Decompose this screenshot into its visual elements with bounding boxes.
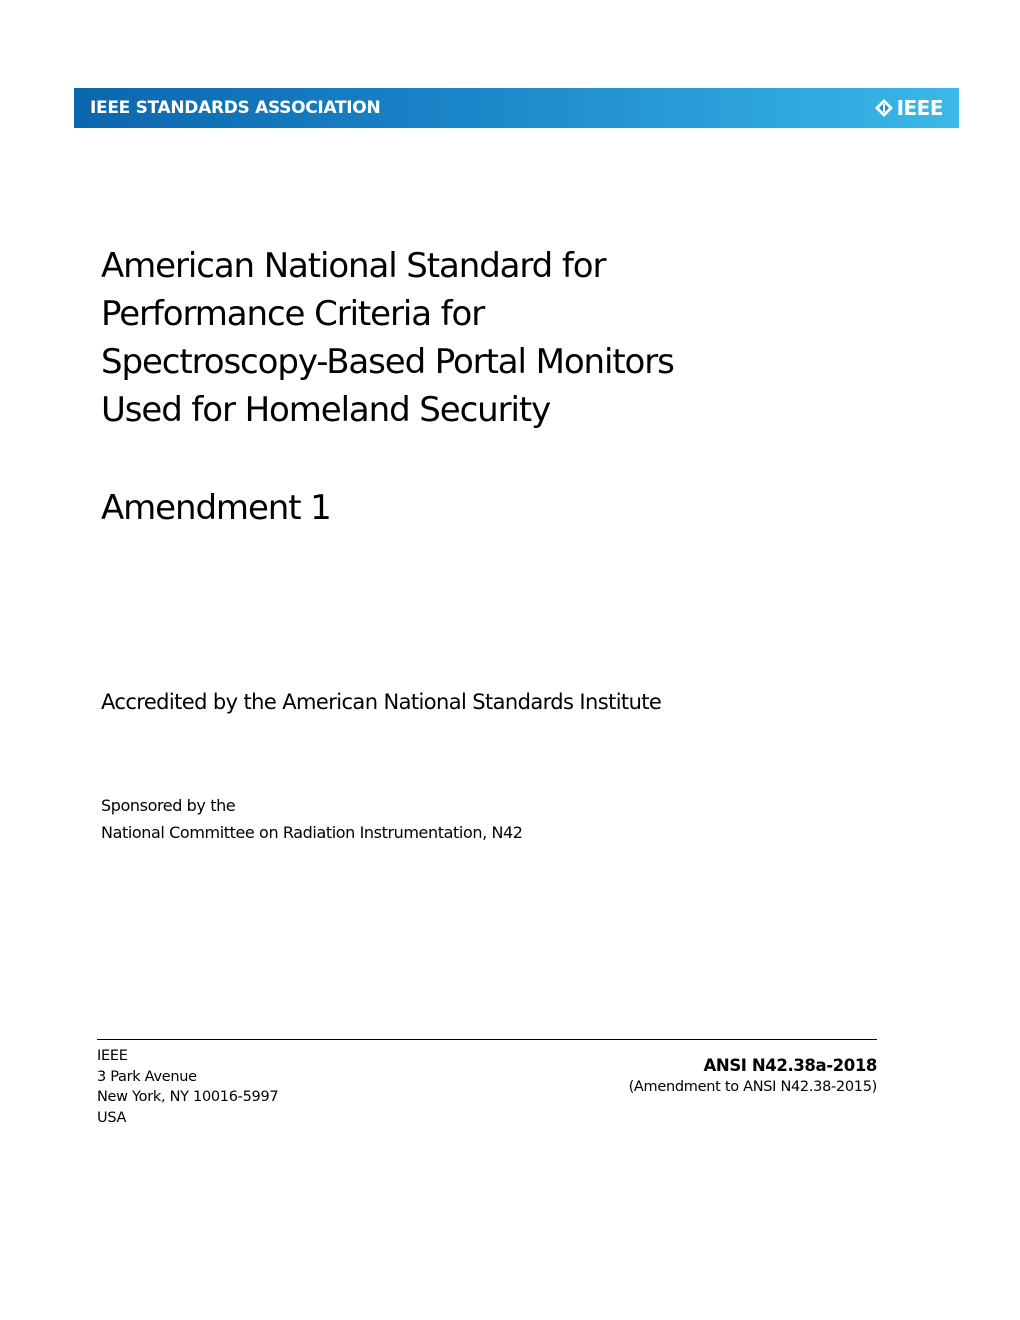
standard-number: ANSI N42.38a-2018 xyxy=(703,1056,877,1075)
title-line: Used for Homeland Security xyxy=(101,390,551,430)
document-title xyxy=(101,242,921,434)
standard-designation xyxy=(629,1055,877,1097)
title-line: Performance Criteria for xyxy=(101,294,485,334)
address-line: IEEE xyxy=(97,1048,128,1064)
publisher-address xyxy=(97,1046,278,1128)
sponsor-line: National Committee on Radiation Instrumentation, N42 xyxy=(101,823,523,842)
address-line: New York, NY 10016-5997 xyxy=(97,1089,279,1105)
header-banner xyxy=(74,88,959,128)
association-name: IEEE STANDARDS ASSOCIATION xyxy=(90,98,381,118)
address-line: 3 Park Avenue xyxy=(97,1068,197,1085)
amendment-heading: Amendment 1 xyxy=(101,488,331,528)
accreditation-statement: Accredited by the American National Standards Institute xyxy=(101,690,662,714)
title-line: Spectroscopy-Based Portal Monitors xyxy=(101,342,674,382)
amendment-reference: (Amendment to ANSI N42.38-2015) xyxy=(628,1079,877,1095)
sponsor-line: Sponsored by the xyxy=(101,796,236,815)
title-line: American National Standard for xyxy=(101,246,606,286)
ieee-logo xyxy=(874,96,943,120)
footer-divider xyxy=(97,1039,877,1040)
ieee-diamond-icon xyxy=(874,98,894,118)
address-line: USA xyxy=(97,1109,127,1126)
ieee-logo-text: IEEE xyxy=(896,96,943,120)
sponsor-statement xyxy=(101,792,523,846)
